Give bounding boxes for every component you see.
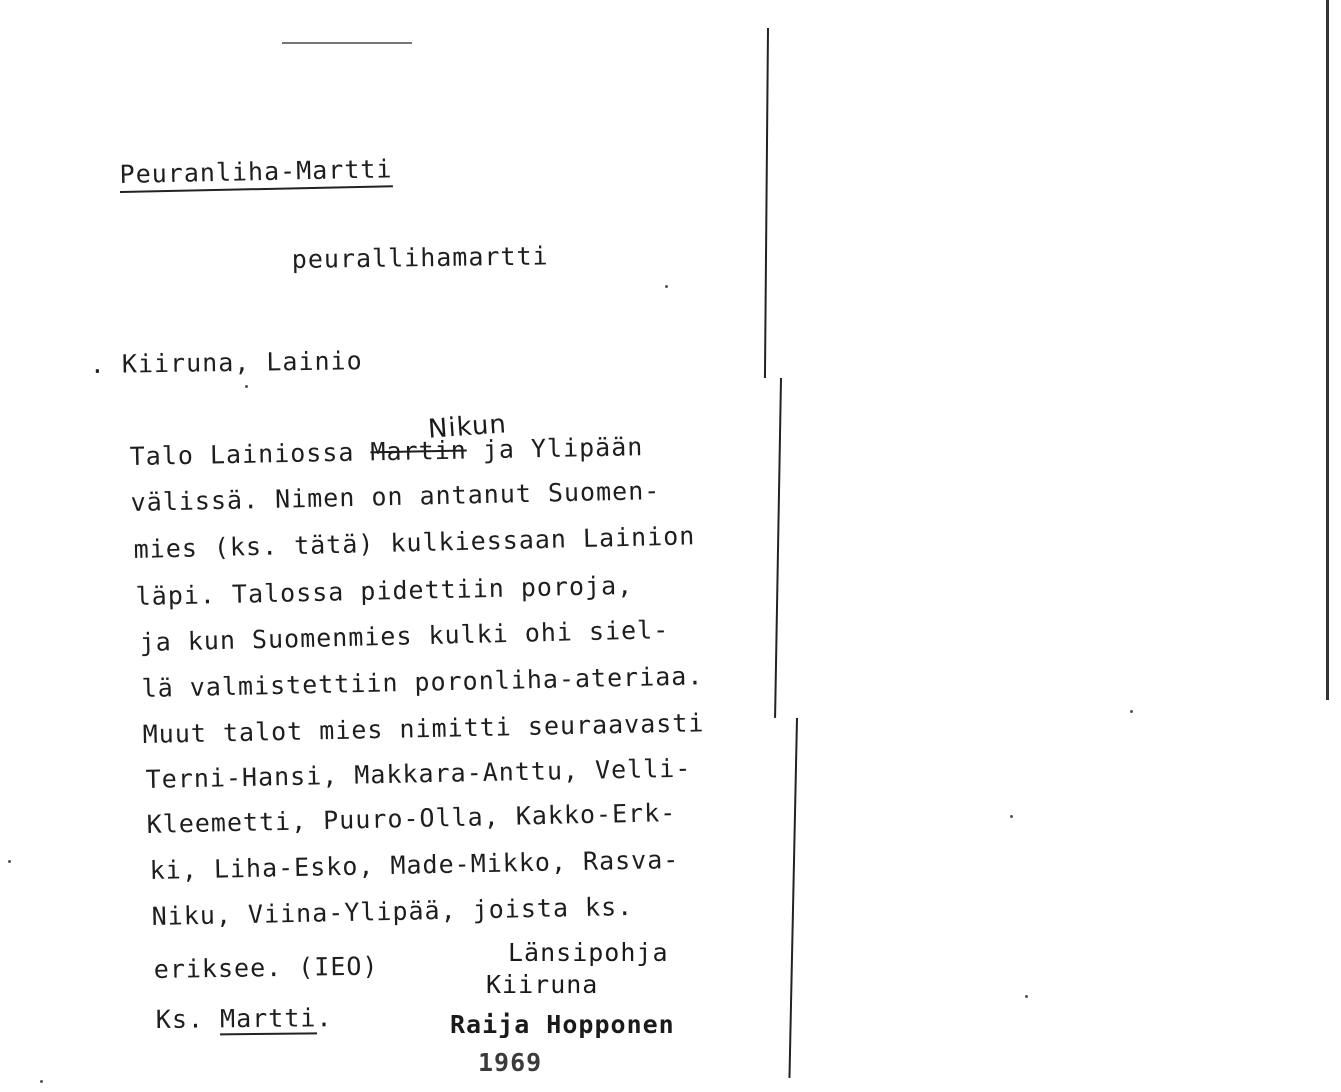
body-line: Terni-Hansi, Makkara-Anttu, Velli- <box>145 753 692 794</box>
speck <box>1130 710 1133 713</box>
speck <box>1025 995 1028 998</box>
speck <box>8 860 11 863</box>
body-line: mies (ks. tätä) kulkiessaan Lainion <box>133 521 696 564</box>
body-line: Niku, Viina-Ylipää, joista ks. <box>151 891 634 931</box>
body-line: ki, Liha-Esko, Made-Mikko, Rasva- <box>149 844 680 885</box>
speck <box>665 285 668 288</box>
struck-word: Martin <box>370 435 468 467</box>
see-also-link[interactable]: Martti <box>219 1003 317 1034</box>
body-line: välissä. Nimen on antanut Suomen- <box>130 475 661 517</box>
fold-line-middle <box>774 378 782 718</box>
place-name: Kiiruna, Lainio <box>121 346 363 379</box>
body-line: Muut talot mies nimitti seuraavasti <box>142 708 705 749</box>
speck <box>1010 815 1013 818</box>
see-also-line: Ks. Martti. <box>155 1003 333 1034</box>
top-rule <box>282 42 412 44</box>
body-line: läpi. Talossa pidettiin poroja, <box>135 570 634 611</box>
body-line: ja kun Suomenmies kulki ohi siel- <box>139 615 670 657</box>
fold-line-lower <box>788 718 798 1078</box>
stamp-collector: Raija Hopponen <box>450 1010 675 1039</box>
handwritten-correction: Nikun <box>427 409 508 445</box>
card-title: Peuranliha-Martti <box>119 154 393 193</box>
scan-edge <box>1326 0 1329 700</box>
body-line: Kleemetti, Puuro-Olla, Kakko-Erk- <box>146 797 677 839</box>
body-line: lä valmistettiin poronliha-ateriaa. <box>141 661 704 703</box>
place-line <box>90 346 363 379</box>
body-line: eriksee. (IEO) <box>153 951 379 984</box>
bullet-dot: . <box>89 349 123 379</box>
body-line: Talo Lainiossa Martin ja Ylipään <box>129 432 644 471</box>
stamp-place: Kiiruna <box>486 970 599 999</box>
speck <box>40 1080 43 1083</box>
dialect-variant: peurallihamartti <box>291 241 549 274</box>
fold-line-upper <box>764 28 769 378</box>
stamp-region: Länsipohja <box>508 938 669 967</box>
stamp-year: 1969 <box>478 1048 543 1077</box>
speck <box>245 385 248 388</box>
